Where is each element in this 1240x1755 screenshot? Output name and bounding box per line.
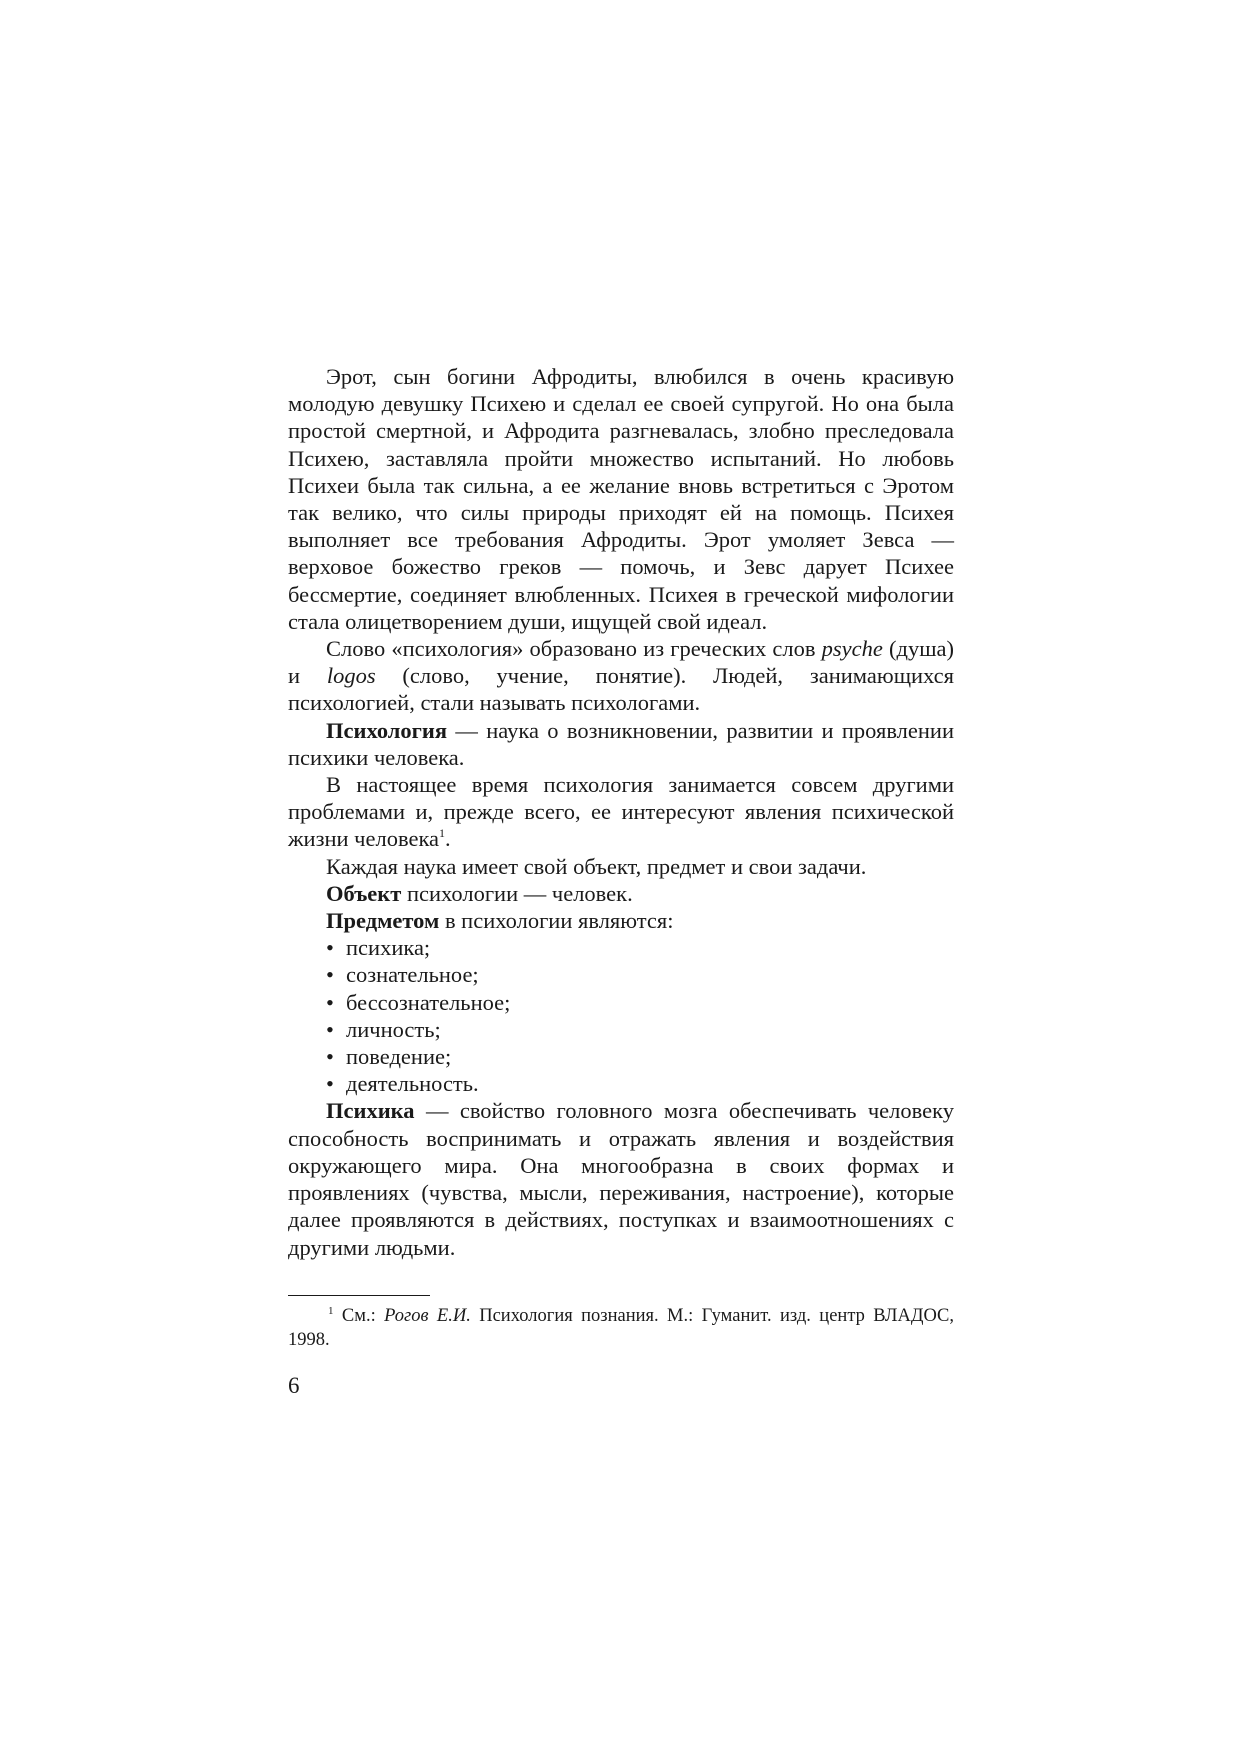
list-item — [326, 1043, 954, 1070]
term-psychology: Психология — [326, 717, 448, 743]
present-time-text: В настоящее время психология занимается совсем другими проблемами и, прежде всего, ее интересуют явления психической жизни человека — [288, 772, 954, 852]
etymology-text-b: (душа) и — [288, 636, 954, 689]
term-subject: Предметом — [326, 908, 440, 934]
paragraph-etymology — [288, 635, 954, 717]
psyche-definition-text: — свойство головного мозга обеспечивать человеку способность воспринимать и отражать явления и воздействия окружающего мира. Она многообразна в своих формах и проявлениях (чувства, мысли, переживания, настроение), которые далее проявляются в действиях, поступках и взаимоотношениях с другими людьми. — [288, 1098, 954, 1260]
present-time-end: . — [445, 826, 451, 852]
footnote-reference: 1 — [439, 826, 446, 841]
footnote-text: Психология познания. М.: Гуманит. изд. центр ВЛАДОС, 1998. — [288, 1306, 954, 1350]
term-psyche-bold: Психика — [326, 1098, 415, 1124]
paragraph-science-object: Каждая наука имеет свой объект, предмет и свои задачи. — [326, 853, 867, 879]
footnote-divider — [288, 1295, 430, 1296]
list-item-text: сознательное; — [346, 962, 479, 988]
footnote-author: Рогов Е.И. — [384, 1306, 471, 1326]
list-item — [326, 989, 954, 1016]
subject-list — [288, 934, 954, 1097]
paragraph-definition-psychology — [288, 717, 954, 771]
bullet-icon: • — [326, 1016, 334, 1042]
paragraph-object — [288, 880, 954, 907]
list-item — [326, 934, 954, 961]
list-item-text: психика; — [346, 935, 431, 961]
definition-psychology-text: — наука о возникновении, развитии и проявлении психики человека. — [288, 717, 954, 770]
etymology-text-a: Слово «психология» образовано из греческих слов — [326, 636, 822, 662]
object-text: психологии — человек. — [401, 880, 633, 906]
main-text — [288, 363, 954, 1261]
list-item-text: бессознательное; — [346, 989, 511, 1015]
bullet-icon: • — [326, 1044, 334, 1070]
list-item-text: деятельность. — [346, 1071, 479, 1097]
page-number: 6 — [288, 1373, 300, 1398]
etymology-text-c: (слово, учение, понятие). Людей, занимающихся психологией, стали называть психологами. — [288, 663, 954, 716]
list-item-text: личность; — [346, 1016, 441, 1042]
paragraph-myth: Эрот, сын богини Афродиты, влюбился в очень красивую молодую девушку Психею и сделал ее своей супругой. Но она была простой смертной, и Афродита разгневалась, злобно преследовала Психею, заставляла пройти множество испытаний. Но любовь Психеи была так сильна, а ее желание вновь встретиться с Эротом так велико, что силы природы приходят ей на помощь. Психея выполняет все требования Афродиты. Эрот умоляет Зевса — верховое божество греков — помочь, и Зевс дарует Психее бессмертие, соединяет влюбленных. Психея в греческой мифологии стала олицетворением души, ищущей свой идеал. — [288, 364, 954, 634]
term-object: Объект — [326, 880, 402, 906]
paragraph-subject — [288, 907, 954, 934]
footnote — [288, 1304, 954, 1352]
list-item — [326, 1016, 954, 1043]
list-item-text: поведение; — [346, 1044, 452, 1070]
bullet-icon: • — [326, 989, 334, 1015]
list-item — [326, 1070, 954, 1097]
bullet-icon: • — [326, 962, 334, 988]
term-psyche: psyche — [821, 636, 883, 662]
footnote-prefix: См.: — [333, 1306, 385, 1326]
subject-text: в психологии являются: — [439, 908, 674, 934]
paragraph-present-time — [288, 771, 954, 853]
term-logos: logos — [326, 663, 376, 689]
list-item — [326, 961, 954, 988]
paragraph-psyche-definition — [288, 1097, 954, 1260]
bullet-icon: • — [326, 1071, 334, 1097]
footnote-mark: 1 — [328, 1305, 334, 1317]
bullet-icon: • — [326, 935, 334, 961]
